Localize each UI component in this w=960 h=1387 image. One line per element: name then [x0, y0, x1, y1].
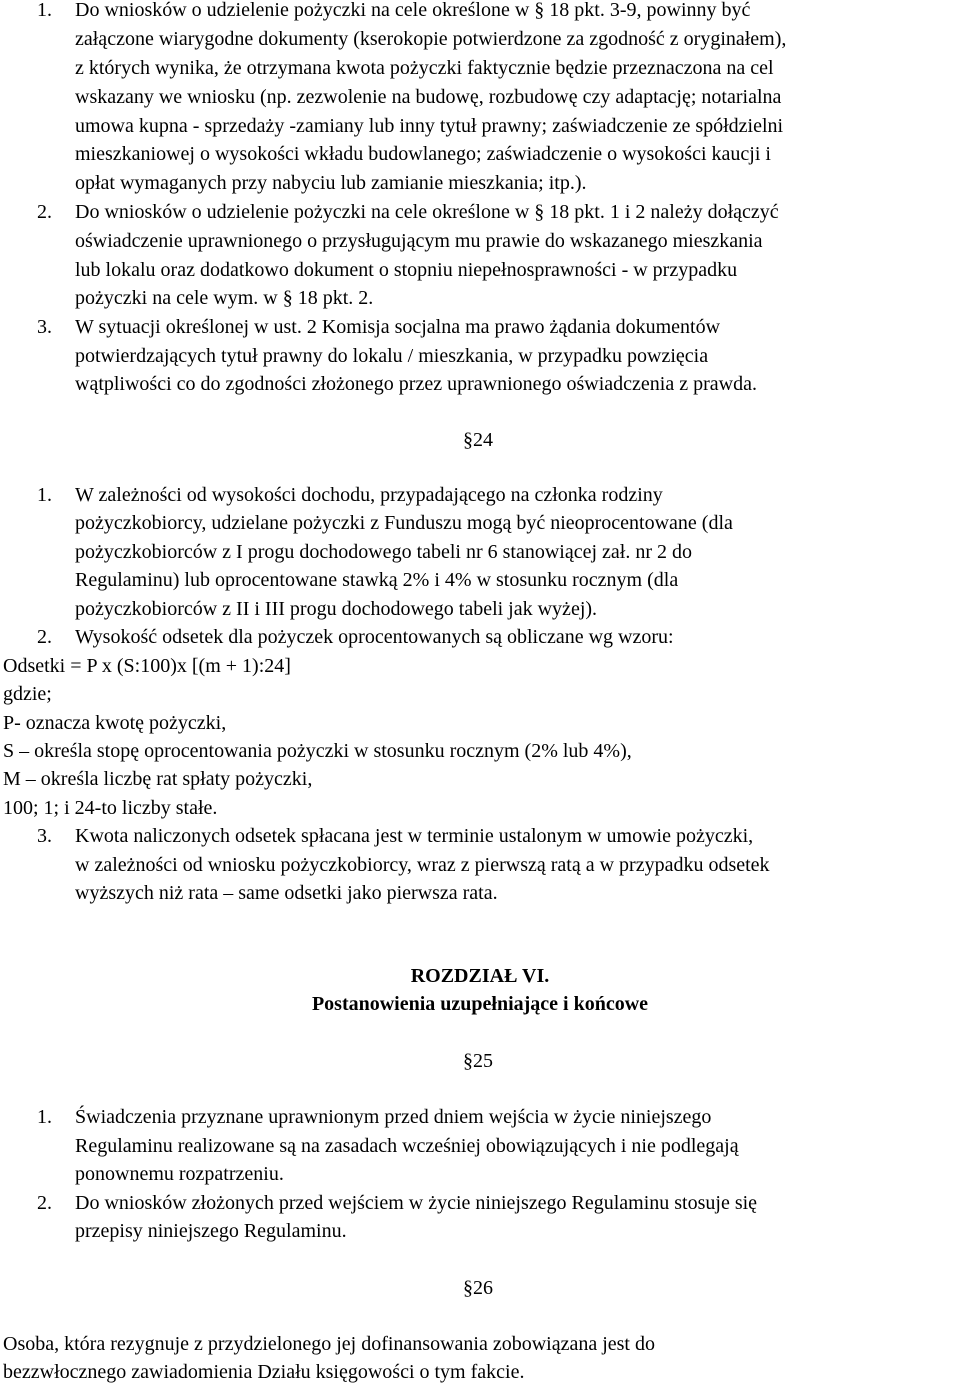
paragraph-line: Regulaminu realizowane są na zasadach wcześniej obowiązujących i nie podlegają — [75, 1135, 739, 1157]
paragraph-line: wątpliwości co do zgodności złożonego przez uprawnionego oświadczenia z prawda. — [75, 373, 757, 395]
item-number: 1. — [37, 1106, 52, 1128]
paragraph-line: z których wynika, że otrzymana kwota pożyczki faktycznie będzie przeznaczona na cel — [75, 57, 774, 79]
paragraph-line: wyższych niż rata – same odsetki jako pierwsza rata. — [75, 882, 498, 904]
item-number: 2. — [37, 201, 52, 223]
paragraph-line: Wysokość odsetek dla pożyczek oprocentowanych są obliczane wg wzoru: — [75, 626, 674, 648]
item-number: 2. — [37, 1192, 52, 1214]
paragraph-line: opłat wymaganych przy nabyciu lub zamianie mieszkania; itp.). — [75, 172, 587, 194]
formula-line: gdzie; — [3, 683, 52, 705]
paragraph-line: Osoba, która rezygnuje z przydzielonego jej dofinansowania zobowiązana jest do — [3, 1333, 655, 1355]
paragraph-line: w zależności od wniosku pożyczkobiorcy, wraz z pierwszą ratą a w przypadku odsetek — [75, 854, 770, 876]
chapter-subtitle: Postanowienia uzupełniające i końcowe — [311, 993, 649, 1015]
section-number-25: §25 — [463, 1050, 493, 1072]
section-number-26: §26 — [463, 1277, 493, 1299]
paragraph-line: przepisy niniejszego Regulaminu. — [75, 1220, 347, 1242]
paragraph-line: Regulaminu) lub oprocentowane stawką 2% i 4% w stosunku rocznym (dla — [75, 569, 679, 591]
paragraph-line: W sytuacji określonej w ust. 2 Komisja socjalna ma prawo żądania dokumentów — [75, 316, 721, 338]
paragraph-line: Kwota naliczonych odsetek spłacana jest w terminie ustalonym w umowie pożyczki, — [75, 825, 754, 847]
paragraph-line: wskazany we wniosku (np. zezwolenie na budowę, rozbudowę czy adaptację; notarialna — [75, 86, 782, 108]
paragraph-line: oświadczenie uprawnionego o przysługującym mu prawie do wskazanego mieszkania — [75, 230, 763, 252]
paragraph-line: lub lokalu oraz dodatkowo dokument o stopniu niepełnosprawności - w przypadku — [75, 259, 738, 281]
paragraph-line: ponownemu rozpatrzeniu. — [75, 1163, 284, 1185]
paragraph-line: mieszkaniowej o wysokości wkładu budowlanego; zaświadczenie o wysokości kaucji i — [75, 143, 771, 165]
paragraph-line: Do wniosków złożonych przed wejściem w życie niniejszego Regulaminu stosuje się — [75, 1192, 758, 1214]
paragraph-line: pożyczkobiorców z II i III progu dochodowego tabeli jak wyżej). — [75, 598, 598, 620]
formula-line: S – określa stopę oprocentowania pożyczki w stosunku rocznym (2% lub 4%), — [3, 740, 632, 762]
paragraph-line: załączone wiarygodne dokumenty (kserokopie potwierdzone za zgodność z oryginałem), — [75, 28, 787, 50]
paragraph-line: umowa kupna - sprzedaży -zamiany lub inny tytuł prawny; zaświadczenie ze spółdzielni — [75, 115, 784, 137]
paragraph-line: pożyczkobiorców z I progu dochodowego tabeli nr 6 stanowiącej zał. nr 2 do — [75, 541, 693, 563]
item-number: 3. — [37, 316, 52, 338]
item-number: 1. — [37, 0, 52, 21]
paragraph-line: pożyczki na cele wym. w § 18 pkt. 2. — [75, 287, 374, 309]
paragraph-line: pożyczkobiorcy, udzielane pożyczki z Funduszu mogą być nieoprocentowane (dla — [75, 512, 733, 534]
section-number-24: §24 — [463, 429, 493, 451]
formula-line: M – określa liczbę rat spłaty pożyczki, — [3, 768, 313, 790]
formula-line: Odsetki = P x (S:100)x [(m + 1):24] — [3, 655, 291, 677]
item-number: 1. — [37, 484, 52, 506]
item-number: 3. — [37, 825, 52, 847]
paragraph-line: Świadczenia przyznane uprawnionym przed dniem wejścia w życie niniejszego — [75, 1106, 712, 1128]
paragraph-line: potwierdzających tytuł prawny do lokalu / mieszkania, w przypadku powzięcia — [75, 345, 709, 367]
item-number: 2. — [37, 626, 52, 648]
formula-line: 100; 1; i 24-to liczby stałe. — [3, 797, 218, 819]
paragraph-line: bezzwłocznego zawiadomienia Działu księgowości o tym fakcie. — [3, 1361, 525, 1383]
chapter-heading: ROZDZIAŁ VI. — [410, 965, 550, 987]
paragraph-line: Do wniosków o udzielenie pożyczki na cele określone w § 18 pkt. 1 i 2 należy dołączyć — [75, 201, 779, 223]
paragraph-line: Do wniosków o udzielenie pożyczki na cele określone w § 18 pkt. 3-9, powinny być — [75, 0, 751, 21]
formula-line: P- oznacza kwotę pożyczki, — [3, 712, 227, 734]
paragraph-line: W zależności od wysokości dochodu, przypadającego na członka rodziny — [75, 484, 663, 506]
